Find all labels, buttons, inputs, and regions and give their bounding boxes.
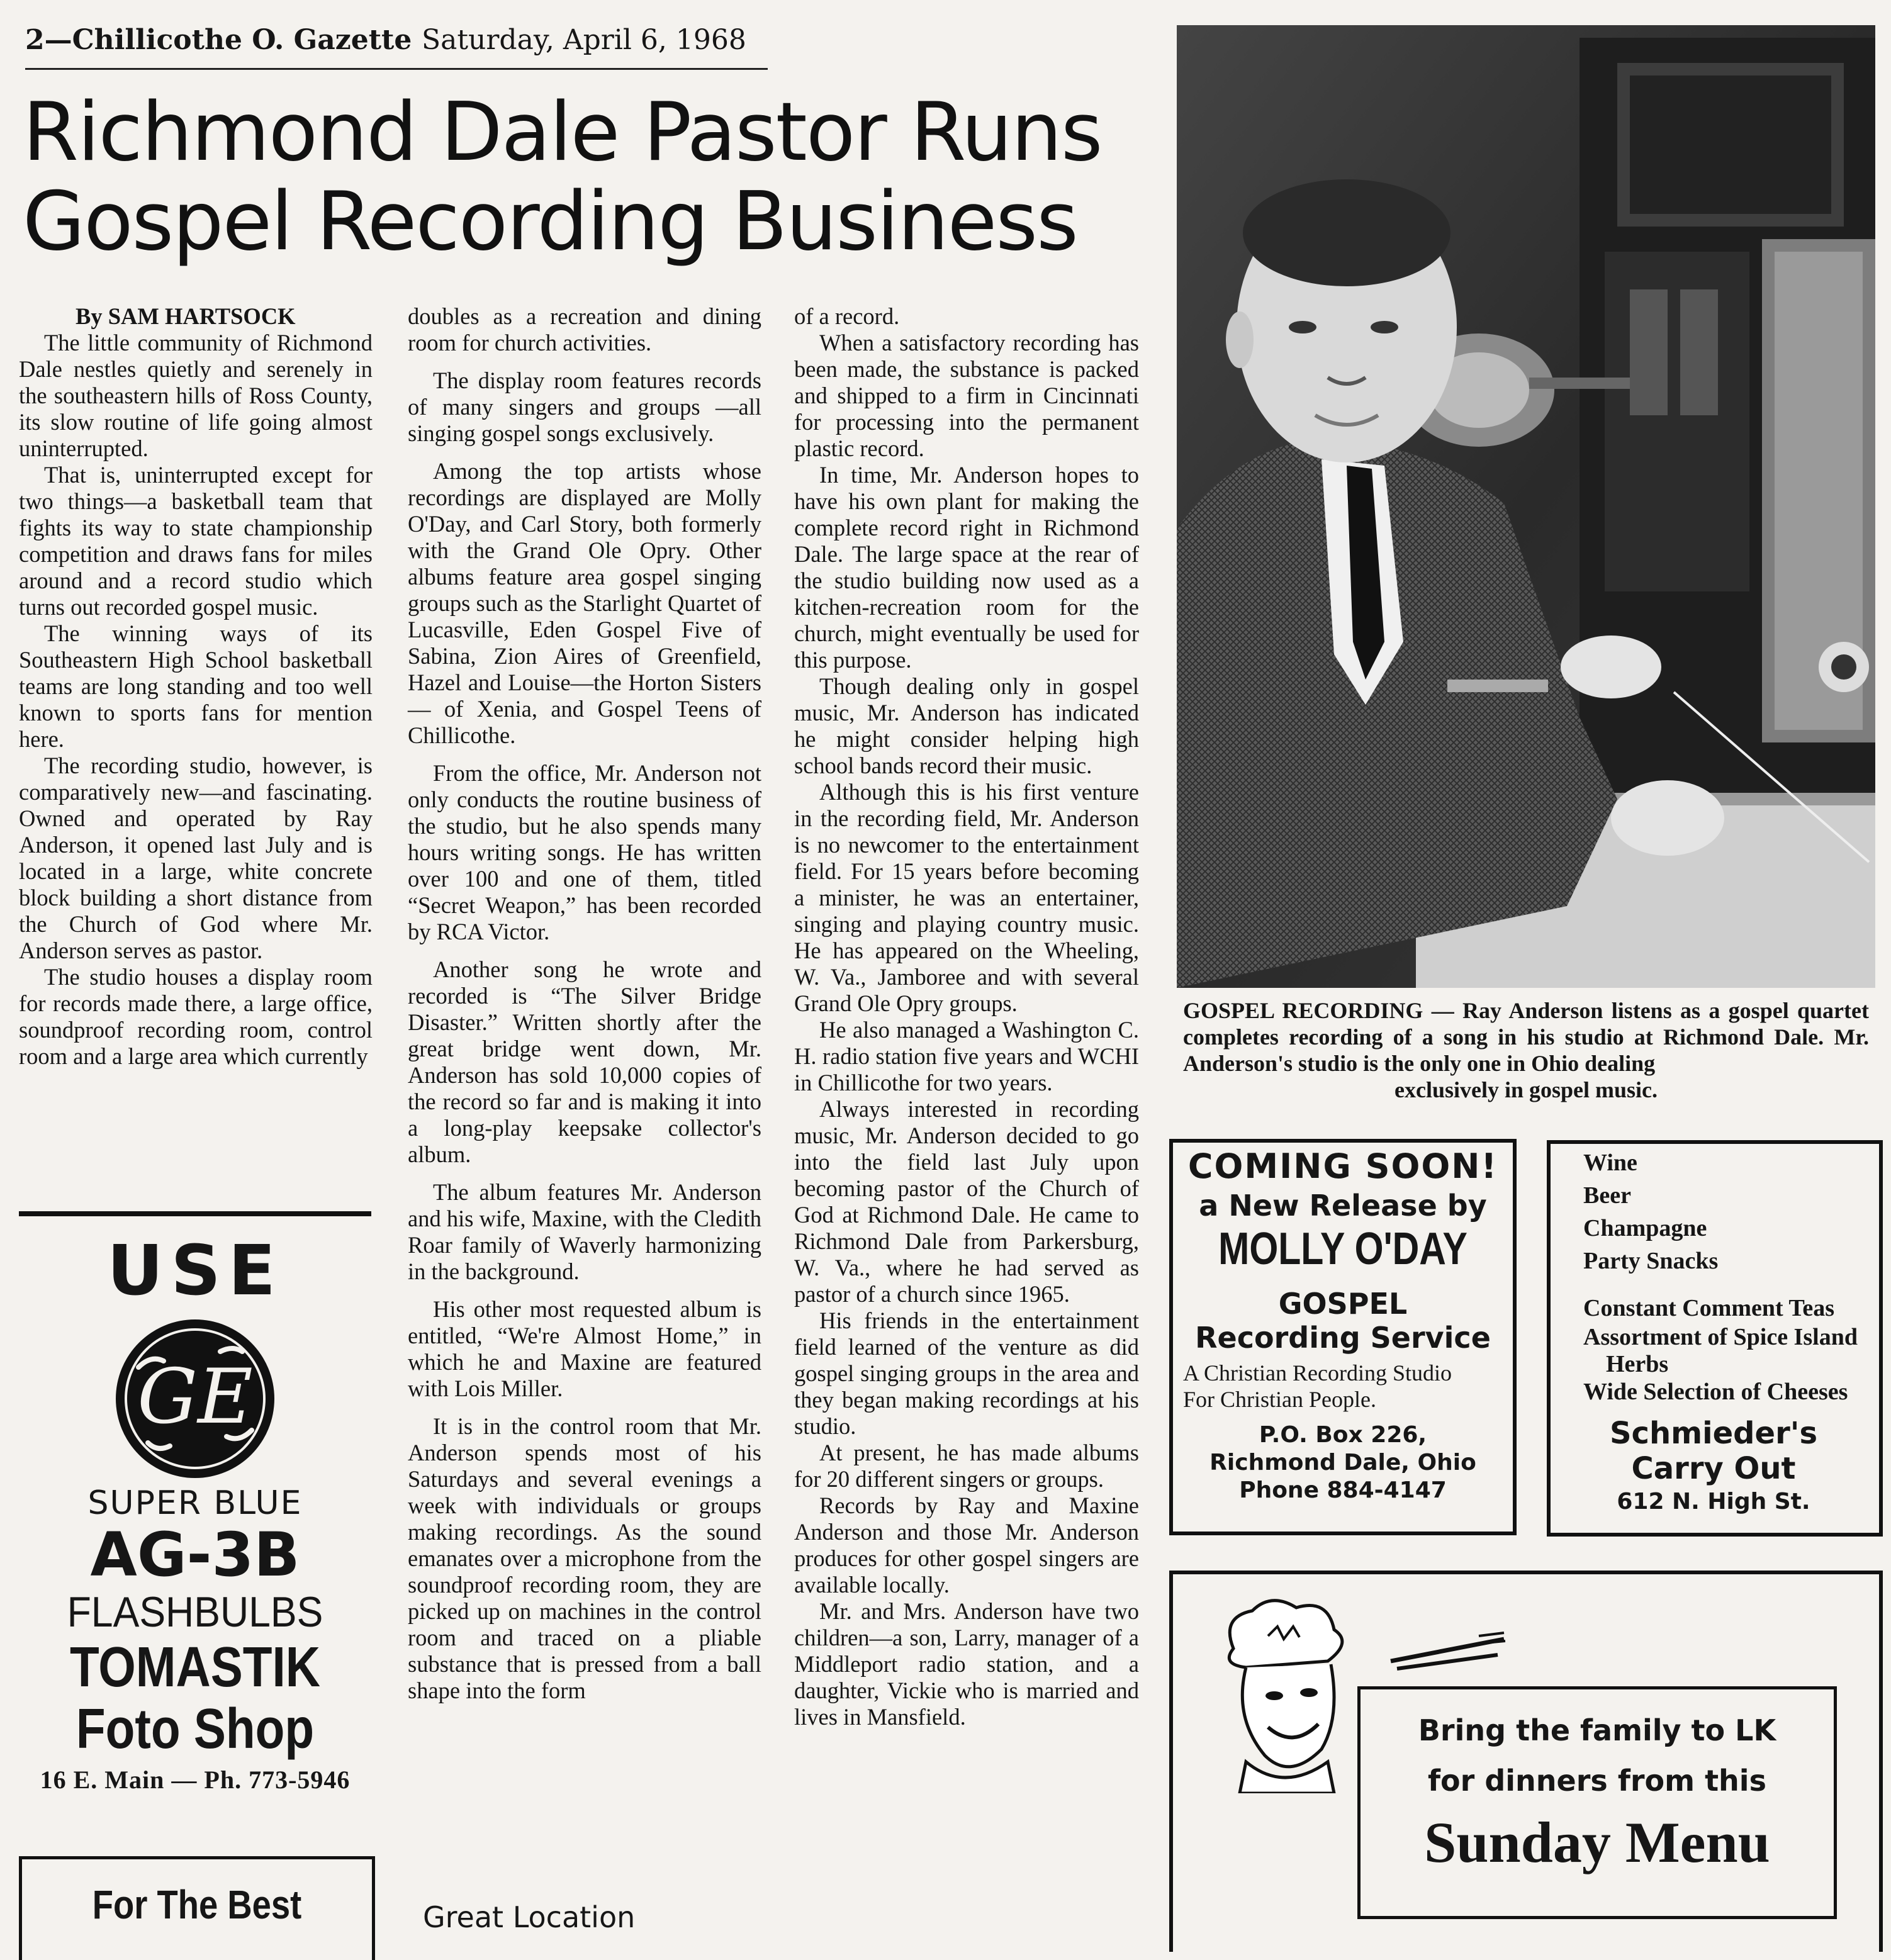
article-column-1 — [19, 303, 373, 1070]
ad-headline: USE — [107, 1230, 283, 1311]
paper-name: 2—Chillicothe O. Gazette — [25, 24, 412, 56]
paragraph: The recording studio, however, is comparatively new—and fascinating. Owned and operated by Ray Anderson, it opened last July and is located in a large, white concrete block building a short distance from the Church of God where Mr. Anderson serves as pastor. — [19, 753, 373, 963]
paragraph: The display room features records of many singers and groups —all singing gospel songs exclusively. — [408, 367, 761, 446]
paragraph: Mr. and Mrs. Anderson have two children—a son, Larry, manager of a Middleport radio station, and a daughter, Vickie who is married and lives in Mansfield. — [794, 1598, 1139, 1730]
list-item: Wine — [1583, 1150, 1637, 1176]
headline-line-2: Gospel Recording Business — [23, 175, 1077, 269]
photo-caption — [1183, 997, 1869, 1103]
schmieders-address: 612 N. High St. — [1617, 1489, 1810, 1515]
issue-date: Saturday, April 6, 1968 — [422, 24, 746, 56]
paragraph: Another song he wrote and recorded is “The Silver Bridge Disaster.” Written shortly after the great bridge went down, Mr. Anderson has sold 10,000 copies of the record so far and is making it into a long-play keepsake collector's album. — [408, 956, 761, 1167]
schmieders-name — [1549, 1416, 1878, 1486]
paragraph: His other most requested album is entitled, “We're Almost Home,” in which he and Maxine are featured with Lois Miller. — [408, 1296, 761, 1401]
list-item: Champagne — [1583, 1215, 1707, 1241]
paragraph: It is in the control room that Mr. Anderson spends most of his Saturdays and several evenings a week with individuals or groups making recordings. As the sound emanates over a microphone from the soundproof recording room, they are picked up on machines in the control room and traced on a pliable substance that is pressed from a ball shape into the form — [408, 1413, 761, 1703]
caption-text: GOSPEL RECORDING — Ray Anderson listens as a gospel quartet completes recording of a song in his studio at Richmond Dale. Mr. Anderson's studio is the only one in Ohio dealing — [1183, 998, 1869, 1076]
list-item: Constant Comment Teas — [1583, 1295, 1835, 1321]
article-column-2 — [408, 303, 761, 1704]
paragraph: From the office, Mr. Anderson not only conducts the routine business of the studio, but he also spends many hours writing songs. He has written over 100 and one of them, titled “Secret Weapon,” has been recorded by RCA Victor. — [408, 760, 761, 944]
ge-monogram-icon — [113, 1317, 277, 1481]
paragraph: Always interested in recording music, Mr. Anderson decided to go into the field last July upon becoming pastor of the Church of God at Richmond Dale. He came to Richmond Dale from Parkersburg, W. Va., where he had served as pastor of a church since 1965. — [794, 1096, 1139, 1307]
paragraph: At present, he has made albums for 20 different singers or groups. — [794, 1440, 1139, 1492]
paragraph: of a record. — [794, 303, 900, 329]
paragraph: His friends in the entertainment field learned of the venture as did gospel singing groups in the area and they began making recordings at his studio. — [794, 1308, 1139, 1439]
ad-phone: Phone 884-4147 — [1239, 1477, 1447, 1503]
ad-tagline-1: A Christian Recording Studio — [1183, 1360, 1452, 1386]
list-item: Beer — [1583, 1182, 1631, 1209]
subhead: Great Location — [423, 1900, 636, 1934]
lk-line-2: for dinners from this — [1428, 1764, 1766, 1798]
masthead-rule — [25, 68, 768, 70]
paragraph: Though dealing only in gospel music, Mr. Anderson has indicated he might consider helping high school bands record their music. — [794, 673, 1139, 778]
ad-tagline-2: For Christian People. — [1183, 1387, 1376, 1412]
ad-pobox: P.O. Box 226, — [1259, 1422, 1427, 1448]
ge-logo-text: GE — [137, 1353, 253, 1441]
ad-best-text: For The Best — [92, 1882, 302, 1927]
caption-text-end: exclusively in gospel music. — [1394, 1077, 1658, 1102]
ad-service: Recording Service — [1195, 1321, 1491, 1355]
paragraph: Among the top artists whose recordings are displayed are Molly O'Day, and Carl Story, both formerly with the Grand Ole Opry. Other albums feature area gospel singing groups such as the Starlight Quartet of Lucasville, Eden Gospel Five of Sabina, Zion Aires of Greenfield, Hazel and Louise—the Horton Sisters — of Xenia, and Gospel Teens of Chillicothe. — [408, 458, 761, 748]
ad-rule — [19, 1211, 371, 1216]
paragraph: In time, Mr. Anderson hopes to have his own plant for making the complete record right in Richmond Dale. The large space at the rear of the studio building now used as a kitchen-recreation room for the church, might eventually be used for this purpose. — [794, 462, 1139, 673]
paragraph: doubles as a recreation and dining room for church activities. — [408, 303, 761, 356]
ad-city: Richmond Dale, Ohio — [1209, 1450, 1476, 1476]
ad-type: FLASHBULBS — [67, 1588, 323, 1636]
ad-address — [1177, 1421, 1509, 1504]
ad-title: COMING SOON! — [1187, 1146, 1498, 1186]
headline-line-1: Richmond Dale Pastor Runs — [23, 86, 1102, 179]
list-item: Party Snacks — [1583, 1248, 1719, 1274]
ad-store-name: TOMASTIK — [69, 1636, 321, 1699]
paragraph: That is, uninterrupted except for two things—a basketball team that fights its way to state championship competition and draws fans for miles around and a record studio which turns out recorded gospel music. — [19, 462, 373, 620]
paragraph: He also managed a Washington C. H. radio station five years and WCHI in Chillicothe for two years. — [794, 1017, 1139, 1095]
ad-product: SUPER BLUE — [87, 1484, 303, 1522]
schmieders-items — [1583, 1146, 1873, 1407]
store-name-2: Carry Out — [1631, 1451, 1796, 1486]
paragraph: When a satisfactory recording has been made, the substance is packed and shipped to a firm in Cincinnati for processing into the permanent plastic record. — [794, 330, 1139, 461]
byline: By SAM HARTSOCK — [76, 303, 296, 329]
list-item: Herbs — [1606, 1351, 1669, 1377]
paragraph: The album features Mr. Anderson and his wife, Maxine, with the Cledith Roar family of Waverly harmonizing in the background. — [408, 1179, 761, 1284]
masthead — [25, 24, 768, 62]
lk-ad-inner — [1357, 1686, 1837, 1919]
ge-flashbulb-ad — [19, 1224, 371, 1828]
ad-address: 16 E. Main — Ph. 773-5946 — [40, 1766, 351, 1794]
ad-artist: MOLLY O'DAY — [1218, 1224, 1467, 1274]
ad-tagline — [1177, 1360, 1509, 1413]
list-item: Assortment of Spice Island — [1583, 1324, 1858, 1350]
chef-illustration-icon — [1208, 1592, 1359, 1793]
ad-model: AG-3B — [90, 1520, 300, 1590]
ad-release: a New Release by — [1199, 1189, 1487, 1223]
paragraph: Although this is his first venture in the recording field, Mr. Anderson is no newcomer to the entertainment field. For 15 years before becoming a minister, he was an entertainer, singing and playing country music. He has appeared on the Wheeling, W. Va., Jamboree and with several Grand Ole Opry groups. — [794, 779, 1139, 1016]
lk-line-3: Sunday Menu — [1424, 1810, 1770, 1874]
paragraph: The studio houses a display room for records made there, a large office, soundproof recording room, control room and a large area which currently — [19, 964, 373, 1069]
list-item: Wide Selection of Cheeses — [1583, 1379, 1848, 1405]
paragraph: The winning ways of its Southeastern High School basketball teams are long standing and too well known to sports fans for mention here. — [19, 620, 373, 752]
store-name: Schmieder's — [1609, 1416, 1818, 1451]
coming-soon-ad — [1177, 1146, 1509, 1504]
lk-line-1: Bring the family to LK — [1418, 1713, 1776, 1747]
fork-knife-icon — [1384, 1630, 1510, 1674]
paragraph: Records by Ray and Maxine Anderson and those Mr. Anderson produces for other gospel singers are available locally. — [794, 1492, 1139, 1598]
paragraph: The little community of Richmond Dale nestles quietly and serenely in the southeastern hills of Ross County, its slow routine of life going almost uninterrupted. — [19, 330, 373, 461]
man-at-recording-console-photo — [1177, 25, 1875, 988]
ad-gospel: GOSPEL — [1278, 1287, 1408, 1321]
ad-store-name-2: Foto Shop — [76, 1698, 315, 1761]
headline — [23, 88, 1155, 267]
article-column-3 — [794, 303, 1139, 1730]
